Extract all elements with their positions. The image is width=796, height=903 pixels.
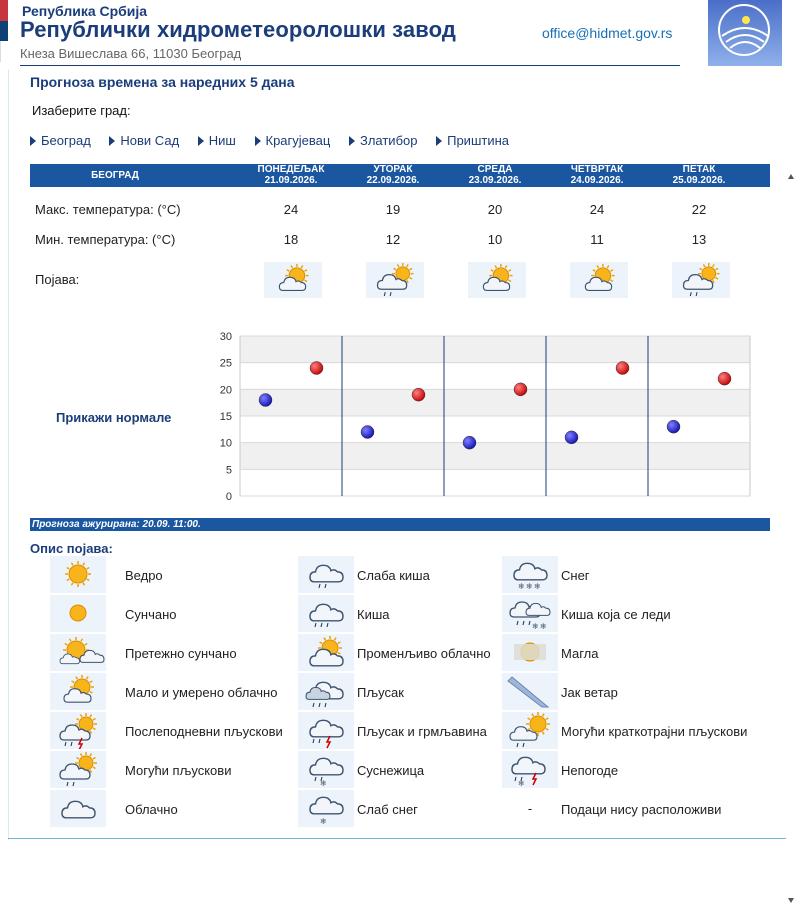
light-snow-icon [298,790,354,827]
city-link-kragujevac[interactable]: Крагујевац [255,133,331,148]
max-temp-value: 19 [385,202,401,217]
clear-sun-icon [50,556,106,593]
partly-cloudy-icon [264,262,322,298]
variable-cloudy-icon [298,634,354,671]
legend-label: Ведро [125,568,163,583]
rain-icon [298,595,354,632]
light-snow-icon [298,790,354,827]
clear-sun-icon [50,556,106,593]
grid-band [240,336,750,363]
partly-cloudy-icon [570,262,628,298]
possible-brief-showers-icon [502,712,558,749]
header-divider [20,65,680,66]
table-city-name: БЕОГРАД [91,170,139,181]
partly-cloudy-icon [264,262,322,298]
possible-showers-icon [50,751,106,788]
legend-label: Магла [561,646,599,661]
arrow-right-icon [436,136,442,146]
strong-wind-icon [502,673,558,710]
max-temp-label: Макс. температура: (°C) [35,202,181,217]
sleet-icon [298,751,354,788]
day-header: ЧЕТВРТАК 24.09.2026. [570,164,624,186]
y-tick-label: 20 [219,384,232,397]
arrow-right-icon [349,136,355,146]
legend-label: Киша [357,607,390,622]
partly-cloudy-icon [468,262,526,298]
svg-text:❄: ❄ [532,622,539,631]
min-temp-value: 13 [691,232,707,247]
city-links [30,133,524,148]
page-header [0,0,796,70]
city-link-beograd[interactable]: Београд [30,133,91,148]
legend-label: Снег [561,568,590,583]
svg-text:❄: ❄ [534,582,541,591]
grid-band [240,443,750,470]
cloudy-icon [50,790,106,827]
partly-cloudy-icon [570,262,628,298]
day-header: СРЕДА 23.09.2026. [468,164,522,186]
thunderstorm-icon [298,712,354,749]
phenomenon-label: Појава: [35,272,80,287]
min-temp-value: 10 [487,232,503,247]
legend-label: Претежно сунчано [125,646,237,661]
possible-brief-showers-icon [502,712,558,749]
y-tick-label: 15 [219,411,232,423]
day-header: УТОРАК 22.09.2026. [366,164,420,186]
sunny-icon [50,595,106,632]
y-tick-label: 25 [219,357,232,370]
max-temp-value: 24 [283,202,299,217]
arrow-right-icon [109,136,115,146]
forecast-title: Прогноза времена за наредних 5 дана [30,74,295,90]
light-rain-icon [298,556,354,593]
min-temp-point [667,420,680,433]
partly-cloudy-icon [50,673,106,710]
legend-label: Подаци нису расположиви [561,802,722,817]
y-tick-label: 10 [219,437,232,450]
legend-label: Јак ветар [561,685,618,700]
max-temp-point [412,388,425,401]
possible-showers-icon [366,262,424,298]
storm-icon [502,751,558,788]
y-tick-label: 5 [225,464,232,477]
legend-label: Променљиво облачно [357,646,491,661]
mostly-sunny-icon [50,634,106,671]
legend-title: Опис појава: [30,541,113,556]
sunny-icon [50,595,106,632]
svg-text:❄: ❄ [320,779,327,788]
day-header: ПОНЕДЕЉАК 21.09.2026. [257,164,325,186]
svg-text:❄: ❄ [320,817,327,826]
legend-label: Могући краткотрајни пљускови [561,724,748,739]
possible-showers-icon [672,262,730,298]
freezing-rain-icon [502,595,558,632]
snow-icon [502,556,558,593]
min-temp-point [259,394,272,407]
min-temp-value: 11 [590,232,604,247]
storm-icon [502,751,558,788]
legend-label: Слаб снег [357,802,418,817]
afternoon-showers-icon [50,712,106,749]
sleet-icon [298,751,354,788]
min-temp-point [361,426,374,439]
legend-label: Суснежица [357,763,425,778]
possible-showers-icon [50,751,106,788]
possible-showers-icon [672,262,730,298]
svg-text:❄: ❄ [526,582,533,591]
legend-label: Могући пљускови [125,763,232,778]
possible-showers-icon [366,262,424,298]
min-temp-point [463,436,476,449]
shower-icon [298,673,354,710]
legend-label: Слаба киша [357,568,430,583]
legend-label: Облачно [125,802,178,817]
institute-title[interactable]: Републички хидрометеоролошки завод [20,17,456,42]
light-rain-icon [298,556,354,593]
grid-band [240,469,750,496]
svg-text:❄: ❄ [518,582,525,591]
city-link-nis[interactable]: Ниш [198,133,236,148]
arrow-right-icon [255,136,261,146]
min-temp-point [565,431,578,444]
shower-icon [298,673,354,710]
cloudy-icon [50,790,106,827]
city-link-pristina[interactable]: Приштина [436,133,509,148]
max-temp-value: 24 [589,202,605,217]
svg-text:❄: ❄ [540,622,547,631]
legend-label: Киша која се леди [561,607,671,622]
freezing-rain-icon [502,595,558,632]
snow-icon [502,556,558,593]
legend-label: Послеподневни пљускови [125,724,283,739]
legend-label: Мало и умерено облачно [125,685,278,700]
max-temp-value: 22 [691,202,707,217]
scrollbar[interactable] [785,70,796,842]
arrow-right-icon [30,136,36,146]
arrow-right-icon [198,136,204,146]
grid-band [240,389,750,416]
flag-icon [0,0,8,62]
dash-marker: - [527,801,533,816]
mostly-sunny-icon [50,634,106,671]
max-temp-point [514,383,527,396]
forecast-table-header [30,164,770,187]
max-temp-value: 20 [487,202,503,217]
legend-label: Пљусак и грмљавина [357,724,487,739]
min-temp-value: 18 [283,232,299,247]
fog-icon [502,634,558,671]
thunderstorm-icon [298,712,354,749]
variable-cloudy-icon [298,634,354,671]
y-tick-label: 30 [219,331,232,343]
partly-cloudy-icon [50,673,106,710]
day-header: ПЕТАК 25.09.2026. [672,164,726,186]
updated-banner: Прогноза ажурирана: 20.09. 11:00. [30,518,770,531]
max-temp-point [310,362,323,375]
rhmz-logo-icon[interactable] [708,0,782,66]
select-city-label: Изаберите град: [32,103,131,118]
afternoon-showers-icon [50,712,106,749]
legend-label: Непогоде [561,763,619,778]
bottom-divider [8,838,786,839]
address: Кнеза Вишеслава 66, 11030 Београд [20,46,242,61]
partly-cloudy-icon [468,262,526,298]
max-temp-point [616,362,629,375]
temperature-chart [200,326,760,506]
rain-icon [298,595,354,632]
strong-wind-icon [502,673,558,710]
legend-label: Пљусак [357,685,404,700]
fog-icon [502,634,558,671]
min-temp-label: Мин. температура: (°C) [35,232,176,247]
max-temp-point [718,372,731,385]
svg-text:❄: ❄ [518,779,525,788]
city-link-novi-sad[interactable]: Нови Сад [109,133,179,148]
legend-label: Сунчано [125,607,177,622]
min-temp-value: 12 [385,232,401,247]
republic-label: Република Србија [22,3,148,19]
city-link-zlatibor[interactable]: Златибор [349,133,418,148]
email-link[interactable]: office@hidmet.gov.rs [542,25,673,41]
show-normals-link[interactable]: Прикажи нормале [56,410,172,425]
y-tick-label: 0 [225,491,232,503]
